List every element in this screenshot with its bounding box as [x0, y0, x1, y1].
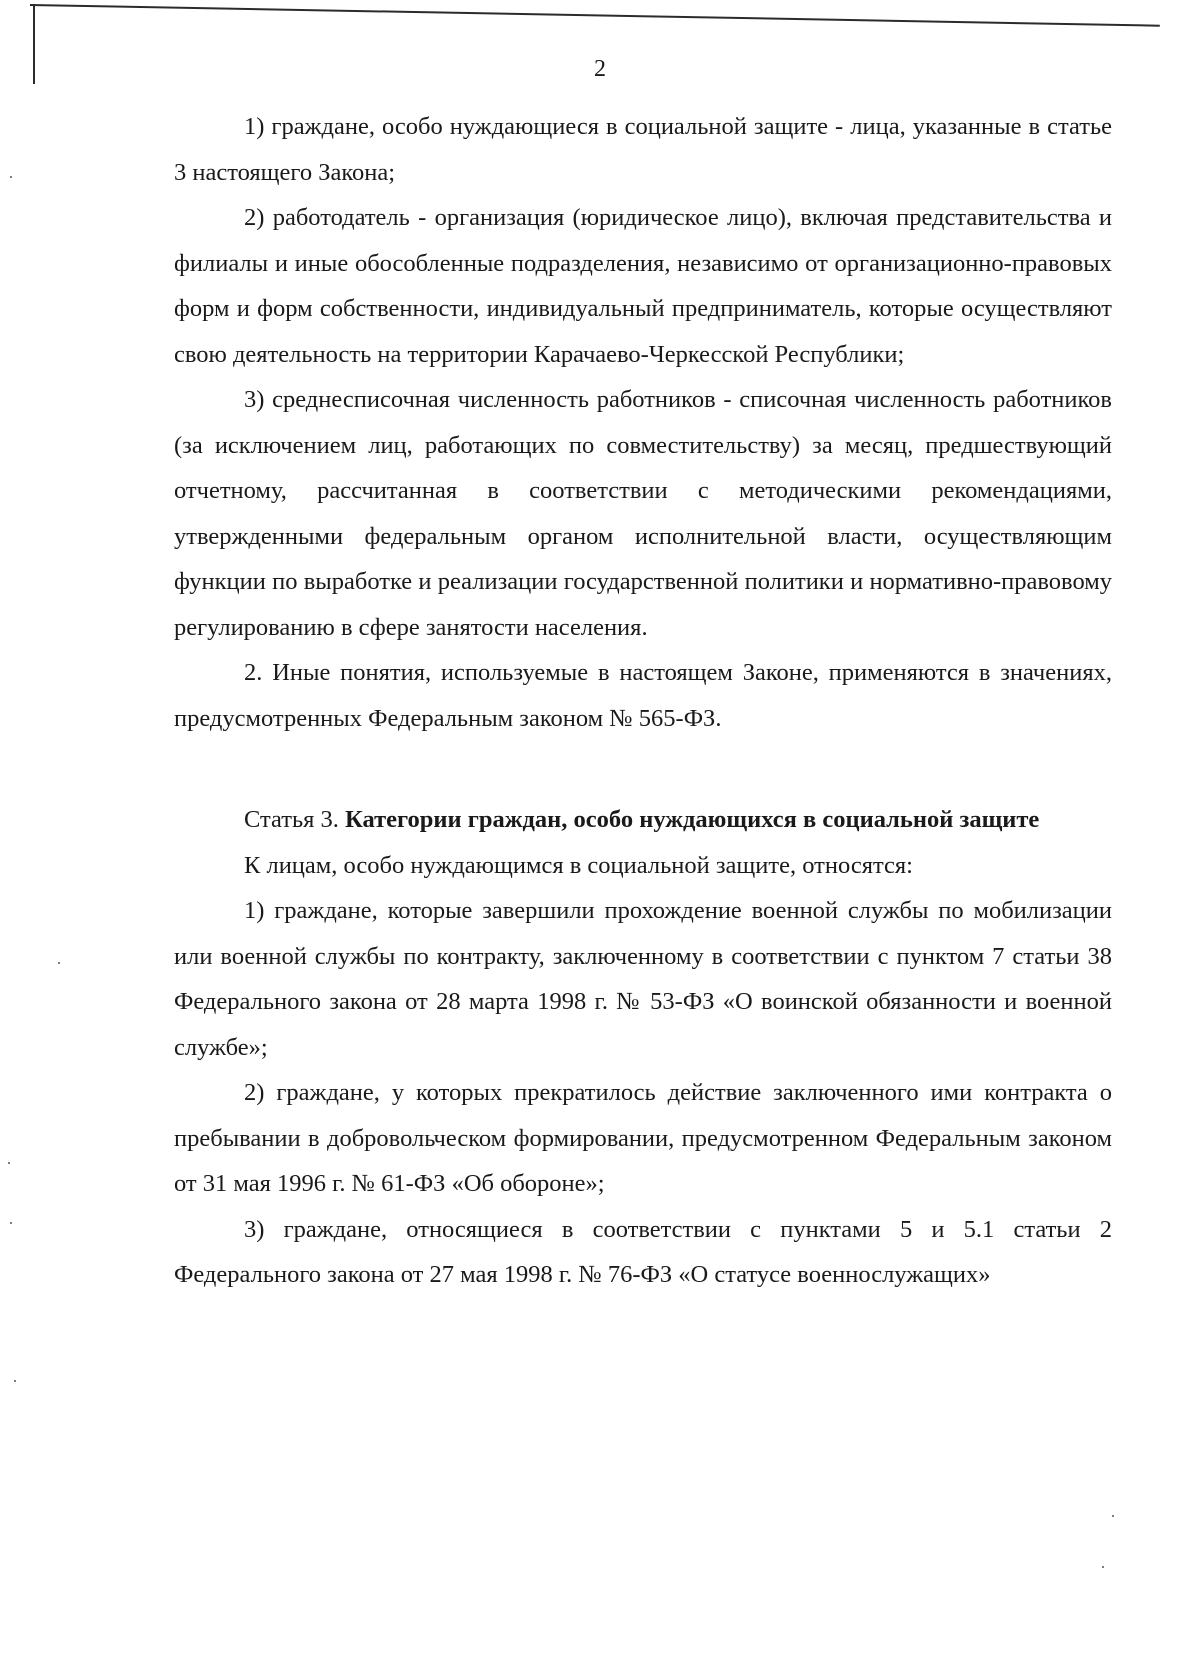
scan-speck	[14, 1380, 16, 1382]
article-intro: К лицам, особо нуждающимся в социальной защите, относятся:	[244, 851, 913, 879]
page-number: 2	[594, 56, 606, 82]
scan-speck	[10, 176, 12, 178]
scan-speck	[10, 1222, 12, 1224]
scan-speck	[1102, 1566, 1104, 1568]
article-item-1: 1) граждане, которые завершили прохождение военной службы по мобилизации или военной службы по контракту, заключенному в соответствии с пунктом 7 статьи 38 Федерального закона от 28 марта 1998 г. № 53-ФЗ «О воинской обязанности и военной службе»;	[174, 897, 1112, 1061]
clause-2: 2. Иные понятия, используемые в настоящем Законе, применяются в значениях, предусмотренных Федеральным законом № 565-ФЗ.	[174, 659, 1112, 732]
article-label: Статья 3.	[244, 806, 346, 833]
scan-edge-top	[30, 4, 1160, 51]
article-title: Категории граждан, особо нуждающихся в социальной защите	[345, 806, 1040, 833]
document-body	[174, 104, 1112, 1298]
scan-speck	[58, 962, 60, 964]
article-item-2: 2) граждане, у которых прекратилось действие заключенного ими контракта о пребывании в добровольческом формировании, предусмотренном Федеральным законом от 31 мая 1996 г. № 61-ФЗ «Об обороне»;	[174, 1079, 1112, 1197]
article-item-3: 3) граждане, относящиеся в соответствии с пунктами 5 и 5.1 статьи 2 Федерального закона от 27 мая 1998 г. № 76-ФЗ «О статусе военнослужащих»	[174, 1215, 1112, 1288]
article-heading	[174, 797, 1112, 843]
definition-item-2: 2) работодатель - организация (юридическое лицо), включая представительства и филиалы и иные обособленные подразделения, независимо от организационно-правовых форм и форм собственности, индивидуальный предприниматель, которые осуществляют свою деятельность на территории Карачаево-Черкесской Республики;	[174, 204, 1112, 368]
scan-speck	[1112, 1515, 1114, 1517]
definition-item-1: 1) граждане, особо нуждающиеся в социальной защите - лица, указанные в статье 3 настоящего Закона;	[174, 113, 1112, 186]
scan-speck	[8, 1162, 10, 1164]
definition-item-3: 3) среднесписочная численность работников - списочная численность работников (за исключением лиц, работающих по совместительству) за месяц, предшествующий отчетному, рассчитанная в соответствии с методическими рекомендациями, утвержденными федеральным органом исполнительной власти, осуществляющим функции по выработке и реализации государственной политики и нормативно-правовому регулированию в сфере занятости населения.	[174, 386, 1112, 641]
